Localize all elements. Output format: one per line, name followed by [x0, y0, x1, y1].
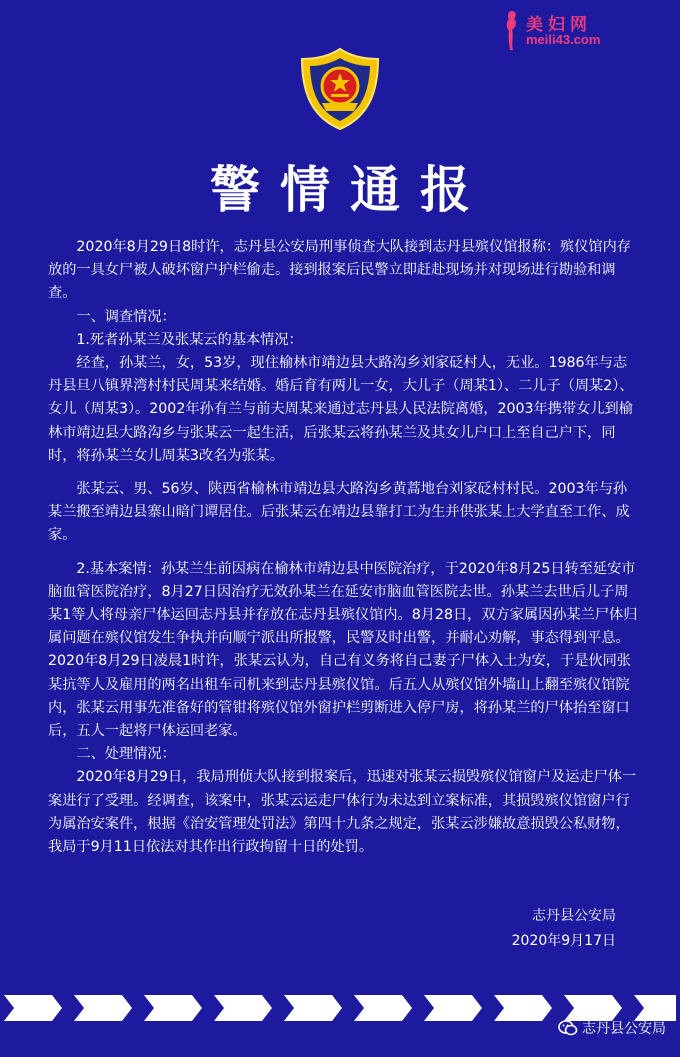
- paragraph-deceased-info: 经查，孙某兰，女，53岁，现住榆林市靖边县大路沟乡刘家砭村人，无业。1986年与志丹县旦八镇界湾村村民周某来结婚。婚后育有两儿一女，大儿子（周某1）、二儿子（周某2）、女儿（周某3）。2002年孙有兰与前夫周某来通过志丹县人民法院离婚，2003年携带女儿到榆林市靖边县大路沟乡与张某云一起生活，后张某云将孙某兰及其女儿户口上至自己户下，同时，将孙某兰女儿周某3改名为张某。: [48, 355, 634, 464]
- woman-silhouette-icon: [500, 8, 522, 52]
- site-watermark: [500, 8, 640, 52]
- notice-title: 警情通报: [210, 161, 490, 219]
- subsection-heading-background: 1.死者孙某兰及张某云的基本情况：: [76, 331, 303, 348]
- wechat-icon: [558, 1019, 578, 1037]
- police-badge-icon: [296, 45, 384, 133]
- section-heading-handling: 二、处理情况：: [76, 746, 176, 763]
- signature-org: 志丹县公安局: [532, 908, 616, 924]
- intro-paragraph: 2020年8月29日8时许，志丹县公安局刑事侦查大队接到志丹县殡仪馆报称：殡仪馆内存放的一具女尸被人破坏窗户护栏偷走。接到报案后民警立即赶赴现场并对现场进行勘验和调查。: [48, 239, 631, 302]
- notice-body: [48, 236, 638, 859]
- wechat-account-name: 志丹县公安局: [582, 1021, 666, 1037]
- watermark-site-name: 美妇网: [526, 15, 592, 35]
- signature-date: 2020年9月17日: [511, 933, 616, 949]
- section-heading-investigation: 一、调查情况：: [76, 308, 176, 325]
- wechat-account-label: [558, 1018, 666, 1038]
- paragraph-suspect-info: 张某云、男、56岁、陕西省榆林市靖边县大路沟乡黄蒿地台刘家砭村村民。2003年与孙某兰搬至靖边县寨山暗门谭居住。后张某云在靖边县靠打工为生并供张某上大学直至工作、成家。: [48, 481, 630, 544]
- paragraph-case-details: 2.基本案情：孙某兰生前因病在榆林市靖边县中医院治疗，于2020年8月25日转至延安市脑血管医院治疗，8月27日因治疗无效孙某兰在延安市脑血管医院去世。孙某兰去世后儿子周某1等人将母亲尸体运回志丹县并存放在志丹县殡仪馆内。8月28日，双方家属因孙某兰尸体归属问题在殡仪馆发生争执并向顺宁派出所报警，民警及时出警，并耐心劝解，事态得到平息。2020年8月29日凌晨1时许，张某云认为，自己有义务将自己妻子尸体入土为安，于是伙同张某抗等人及雇用的两名出租车司机来到志丹县殡仪馆。后五人从殡仪馆外墙山上翻至殡仪馆院内，张某云用事先准备好的管钳将殡仪馆外窗护栏剪断进入停尸房，将孙某兰的尸体抬至窗口后，五人一起将尸体运回老家。: [48, 560, 638, 740]
- paragraph-handling-result: 2020年8月29日，我局刑侦大队接到报案后，迅速对张某云损毁殡仪馆窗户及运走尸体一案进行了受理。经调查，该案中，张某云运走尸体行为未达到立案标准，其损毁殡仪馆窗户行为属治安案件，根据《治安管理处罚法》第四十九条之规定，张某云涉嫌故意损毁公私财物，我局于9月11日依法对其作出行政拘留十日的处罚。: [48, 769, 637, 856]
- watermark-site-url: meili43.com: [526, 32, 601, 47]
- signature-block: [512, 904, 616, 954]
